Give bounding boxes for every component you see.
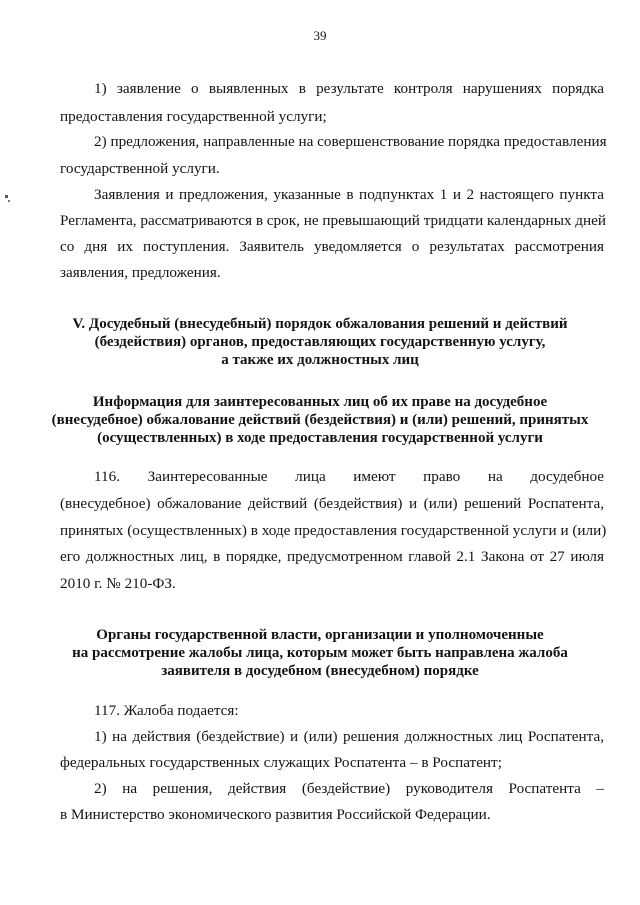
subsection-heading: Органы государственной власти, организации и уполномоченные xyxy=(96,627,544,643)
scan-speck xyxy=(8,200,10,202)
paragraph-line: его должностных лиц, в порядке, предусмотренном главой 2.1 Закона от 27 июля xyxy=(60,548,604,565)
paragraph-line: 117. Жалоба подается: xyxy=(94,702,239,719)
paragraph-line: (внесудебное) обжалование действий (бездействия) и (или) решений Роспатента, xyxy=(60,495,604,512)
paragraph-line: Регламента, рассматриваются в срок, не превышающий тридцати календарных дней xyxy=(60,212,607,229)
list-item-line: 2) на решения, действия (бездействие) руководителя Роспатента – xyxy=(94,780,604,797)
list-item-line: государственной услуги. xyxy=(60,160,220,177)
paragraph-line: принятых (осуществленных) в ходе предоставления государственной услуги и (или) xyxy=(60,522,607,539)
subsection-heading: (внесудебное) обжалование действий (бездействия) и (или) решений, принятых xyxy=(51,412,589,428)
scan-speck xyxy=(5,195,8,198)
list-item-line: 2) предложения, направленные на совершенствование порядка предоставления xyxy=(94,133,607,150)
list-item-line: 1) на действия (бездействие) и (или) решения должностных лиц Роспатента, xyxy=(94,728,604,745)
page-number: 39 xyxy=(313,28,327,43)
paragraph-line: заявления, предложения. xyxy=(60,264,221,281)
paragraph-line: Заявления и предложения, указанные в подпунктах 1 и 2 настоящего пункта xyxy=(94,186,604,203)
subsection-heading: на рассмотрение жалобы лица, которым может быть направлена жалоба xyxy=(72,645,568,661)
subsection-heading: заявителя в досудебном (внесудебном) порядке xyxy=(161,663,479,679)
list-item-line: предоставления государственной услуги; xyxy=(60,108,327,125)
list-item-line: 1) заявление о выявленных в результате контроля нарушениях порядка xyxy=(94,80,604,97)
section-heading: а также их должностных лиц xyxy=(221,352,419,368)
section-heading: V. Досудебный (внесудебный) порядок обжалования решений и действий xyxy=(72,316,568,332)
paragraph-line: со дня их поступления. Заявитель уведомляется о результатах рассмотрения xyxy=(60,238,604,255)
paragraph-line: 2010 г. № 210-ФЗ. xyxy=(60,575,176,592)
list-item-line: в Министерство экономического развития Российской Федерации. xyxy=(60,806,491,823)
subsection-heading: Информация для заинтересованных лиц об их праве на досудебное xyxy=(92,394,548,410)
paragraph-line: 116. Заинтересованные лица имеют право на досудебное xyxy=(94,468,604,485)
list-item-line: федеральных государственных служащих Роспатента – в Роспатент; xyxy=(60,754,502,771)
section-heading: (бездействия) органов, предоставляющих государственную услугу, xyxy=(94,334,546,350)
subsection-heading: (осуществленных) в ходе предоставления государственной услуги xyxy=(97,430,543,446)
